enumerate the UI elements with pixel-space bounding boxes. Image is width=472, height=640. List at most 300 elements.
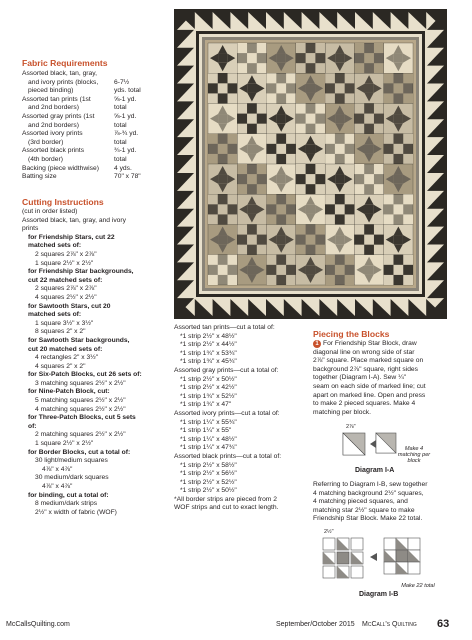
patch-square — [296, 63, 306, 73]
patch-square — [267, 73, 277, 83]
patch-square — [403, 194, 413, 204]
patch-square — [325, 214, 335, 224]
text-line: for Nine-Patch Block, cut: — [28, 388, 110, 396]
fabric-requirements-list — [22, 70, 162, 182]
patch-square — [364, 174, 374, 184]
text-line: for Six-Patch Blocks, cut 26 sets of: — [28, 371, 142, 379]
fabric-label: Assorted black prints — [22, 147, 85, 155]
patch-square — [315, 245, 325, 255]
fabric-label: Assorted black, tan, gray, — [22, 70, 97, 77]
patch-square — [257, 225, 267, 235]
patch-square — [335, 83, 345, 93]
patch-square — [228, 73, 238, 83]
text-line: 4 squares 2" x 2" — [35, 362, 86, 370]
patch-square — [237, 184, 247, 194]
patch-square — [267, 275, 277, 285]
text-line: 5 matching squares 2½" x 2½" — [35, 397, 126, 405]
text-line: (cut in order listed) — [22, 208, 78, 215]
patch-square — [393, 265, 403, 275]
patch-square — [267, 194, 277, 204]
patch-square — [364, 235, 374, 245]
patch-square — [325, 73, 335, 83]
fabric-row — [22, 156, 162, 165]
patch-square — [257, 43, 267, 53]
diagram-square — [351, 566, 363, 578]
patch-square — [403, 93, 413, 103]
fabric-label: (4th border) — [28, 155, 63, 163]
star-center — [394, 175, 403, 184]
text-line: 8 squares 2" x 2" — [35, 328, 86, 336]
patch-square — [325, 134, 335, 144]
patch-square — [208, 194, 218, 204]
text-line: 3 matching squares 2½" x 2½" — [35, 379, 126, 387]
diagram-square — [408, 562, 420, 574]
patch-square — [354, 225, 364, 235]
piecing-step-1 — [313, 340, 453, 417]
fabric-row — [22, 139, 162, 148]
text-line: matching star 2½" square to make — [313, 506, 415, 514]
text-line: *1 strip 1¼" x 47¾" — [180, 444, 237, 452]
patch-square — [237, 104, 247, 114]
text-line: for Border Blocks, cut a total of: — [28, 448, 131, 456]
text-line: for Sawtooth Star backgrounds, — [28, 336, 130, 344]
patch-square — [237, 124, 247, 134]
cutting-instructions-list — [22, 208, 167, 517]
text-line: *1 strip 2½" x 42½" — [180, 384, 237, 392]
text-line: 4⅞" x 4⅞" — [42, 483, 73, 490]
star-center — [306, 84, 315, 93]
quilt-photo — [174, 9, 447, 319]
patch-square — [218, 83, 228, 93]
star-center — [247, 84, 256, 93]
patch-square — [267, 214, 277, 224]
patch-square — [247, 53, 257, 63]
fabric-value: ¾-1 yd. — [114, 147, 137, 155]
text-line: 30 medium/dark squares — [35, 474, 109, 482]
step-number-badge: 1 — [313, 340, 321, 348]
border-strips-list — [174, 324, 309, 513]
fabric-value: ⅞-¾ yd. — [114, 130, 139, 138]
text-line: Friendship Star Block. Make 22 total. — [313, 515, 423, 523]
star-center — [306, 265, 315, 274]
star-center — [247, 205, 256, 214]
text-line: seam on each side of marked line; cut — [313, 382, 426, 390]
patch-square — [315, 124, 325, 134]
patch-square — [354, 245, 364, 255]
fabric-label: and 2nd borders) — [28, 121, 79, 129]
patch-square — [228, 134, 238, 144]
fabric-row — [22, 70, 162, 79]
fabric-value: 6-7½ — [114, 78, 130, 86]
footer-website: McCallsQuilting.com — [6, 621, 70, 628]
patch-square — [374, 164, 384, 174]
fabric-label: Assorted gray prints (1st — [22, 112, 95, 120]
patch-square — [286, 214, 296, 224]
patch-square — [374, 63, 384, 73]
patch-square — [276, 83, 286, 93]
text-line: *1 strip 1¼" x 55" — [180, 427, 232, 435]
text-line: 1 square 2½" x 2½" — [35, 440, 94, 448]
patch-square — [218, 204, 228, 214]
text-line: 1 square 3½" x 3½" — [35, 319, 94, 327]
piecing-step-1-continued — [313, 481, 458, 524]
text-line: *1 strip 1¼" x 48½" — [180, 435, 237, 443]
text-line: Assorted gray prints—cut a total of: — [174, 366, 279, 374]
patch-square — [403, 154, 413, 164]
patch-square — [257, 245, 267, 255]
patch-square — [374, 184, 384, 194]
footer-issue: September/October 2015 — [276, 621, 355, 628]
patch-square — [208, 275, 218, 285]
patch-square — [267, 255, 277, 265]
text-line: *1 strip 2½" x 44½" — [180, 341, 237, 349]
patch-square — [345, 214, 355, 224]
patch-square — [306, 174, 316, 184]
patch-square — [393, 83, 403, 93]
fabric-value: total — [114, 121, 127, 129]
text-line: diagonal line on wrong side of star — [313, 348, 415, 356]
star-center — [335, 175, 344, 184]
patch-square — [208, 214, 218, 224]
star-center — [394, 114, 403, 123]
text-line: 2⅞" square. Place marked square on — [313, 357, 424, 365]
patch-square — [208, 73, 218, 83]
star-center — [364, 205, 373, 214]
patch-square — [276, 144, 286, 154]
star-center — [335, 235, 344, 244]
patch-square — [374, 43, 384, 53]
patch-square — [237, 164, 247, 174]
star-center — [218, 114, 227, 123]
patch-square — [286, 154, 296, 164]
text-line: matched sets of: — [28, 242, 82, 250]
fabric-value: 70" x 78" — [114, 173, 141, 181]
patch-square — [257, 104, 267, 114]
fabric-label: Assorted tan prints (1st — [22, 95, 91, 103]
text-line: Assorted black prints—cut a total of: — [174, 452, 282, 460]
fabric-value: ⅝-1 yd. — [114, 112, 137, 120]
text-line: to make 2 pieced squares. Make 4 — [313, 400, 416, 408]
patch-square — [384, 214, 394, 224]
patch-square — [384, 93, 394, 103]
patch-square — [403, 275, 413, 285]
text-line: together (Diagram I-A). Sew ¼" — [313, 374, 407, 382]
patch-square — [364, 53, 374, 63]
patch-square — [228, 255, 238, 265]
fabric-value: total — [114, 104, 127, 112]
patch-square — [267, 154, 277, 164]
patch-square — [345, 255, 355, 265]
patch-square — [374, 104, 384, 114]
text-line: for binding, cut a total of: — [28, 491, 109, 499]
star-center — [364, 265, 373, 274]
diagram-square — [337, 552, 349, 564]
patch-square — [286, 73, 296, 83]
star-center — [306, 144, 315, 153]
cutting-instructions-heading: Cutting Instructions — [22, 197, 104, 207]
patch-square — [315, 164, 325, 174]
patch-square — [364, 114, 374, 124]
star-center — [364, 144, 373, 153]
fabric-row — [22, 113, 162, 122]
text-line: 2 matching squares 2½" x 2½" — [35, 431, 126, 439]
patch-square — [296, 164, 306, 174]
patch-square — [374, 225, 384, 235]
patch-square — [384, 194, 394, 204]
patch-square — [354, 124, 364, 134]
piecing-heading: Piecing the Blocks — [313, 329, 390, 339]
patch-square — [208, 255, 218, 265]
fabric-row — [22, 104, 162, 113]
text-line: *1 strip 1¾" x 45¾" — [180, 358, 237, 366]
star-center — [394, 54, 403, 63]
patch-square — [335, 144, 345, 154]
patch-square — [345, 93, 355, 103]
patch-square — [306, 114, 316, 124]
patch-square — [345, 73, 355, 83]
text-line: 2 squares 2⅞" x 2⅞" — [35, 250, 97, 258]
text-line: for Sawtooth Stars, cut 20 — [28, 302, 111, 310]
patch-square — [393, 144, 403, 154]
patch-square — [237, 43, 247, 53]
text-line: 1 square 2½" x 2½" — [35, 259, 94, 267]
fabric-value — [114, 70, 162, 79]
patch-square — [296, 104, 306, 114]
diagram-b-note: Make 22 total — [401, 583, 435, 589]
patch-square — [218, 144, 228, 154]
star-center — [394, 235, 403, 244]
patch-square — [403, 134, 413, 144]
diagram-square — [384, 562, 396, 574]
patch-square — [384, 275, 394, 285]
patch-square — [345, 275, 355, 285]
diagram-square — [384, 538, 396, 550]
text-line: cut 20 matched sets of: — [28, 345, 103, 353]
fabric-label: Assorted ivory prints — [22, 130, 83, 138]
patch-square — [276, 204, 286, 214]
text-line: 4 rectangles 2" x 3½" — [35, 354, 99, 362]
patch-square — [286, 93, 296, 103]
text-line: *1 strip 2½" x 48½" — [180, 332, 237, 340]
text-line: 4 matching squares 2½" x 2½" — [35, 405, 126, 413]
patch-square — [208, 134, 218, 144]
diagram-square — [323, 566, 335, 578]
patch-square — [286, 275, 296, 285]
patch-square — [228, 154, 238, 164]
fabric-row — [22, 130, 162, 139]
patch-square — [315, 43, 325, 53]
patch-square — [247, 174, 257, 184]
text-span: For Friendship Star Block, draw — [323, 340, 417, 347]
patch-square — [384, 154, 394, 164]
patch-square — [354, 43, 364, 53]
patch-square — [247, 235, 257, 245]
star-center — [335, 54, 344, 63]
star-center — [277, 175, 286, 184]
patch-square — [286, 194, 296, 204]
patch-square — [315, 225, 325, 235]
patch-square — [257, 184, 267, 194]
patch-square — [384, 255, 394, 265]
patch-square — [374, 124, 384, 134]
patch-square — [325, 93, 335, 103]
fabric-row — [22, 147, 162, 156]
text-line: Referring to Diagram I-B, sew together — [313, 481, 428, 488]
patch-square — [325, 255, 335, 265]
patch-square — [257, 164, 267, 174]
diagram-square — [396, 550, 408, 562]
patch-square — [237, 225, 247, 235]
text-line: 4 matching pieced squares, and — [313, 498, 408, 506]
patch-square — [325, 275, 335, 285]
patch-square — [237, 63, 247, 73]
patch-square — [296, 245, 306, 255]
text-line: of: — [28, 422, 37, 430]
text-line: for Three-Patch Blocks, cut 5 sets — [28, 414, 136, 422]
fabric-label: Batting size — [22, 173, 57, 181]
text-line: apart on marked line. Open and press — [313, 391, 426, 399]
text-line: Assorted ivory prints—cut a total of: — [174, 409, 280, 417]
patch-square — [228, 93, 238, 103]
diagram-a-caption: Diagram I-A — [355, 467, 395, 474]
patch-square — [315, 104, 325, 114]
diagram-arrow — [370, 553, 377, 561]
patch-square — [345, 134, 355, 144]
patch-square — [393, 204, 403, 214]
text-line: *All border strips are pieced from 2 — [174, 495, 277, 503]
fabric-label: and ivory prints (blocks, — [28, 78, 99, 86]
patch-square — [247, 114, 257, 124]
patch-square — [228, 214, 238, 224]
patch-square — [384, 134, 394, 144]
text-line: matched sets of: — [28, 311, 82, 319]
page-number: 63 — [437, 618, 450, 630]
text-line: 2 squares 2⅞" x 2⅞" — [35, 285, 97, 293]
text-line: matching per block. — [313, 408, 371, 416]
star-center — [277, 114, 286, 123]
star-center — [218, 54, 227, 63]
patch-square — [403, 214, 413, 224]
text-line: 8 medium/dark strips — [35, 500, 98, 508]
text-line: *1 strip 1¼" x 55¾" — [180, 418, 237, 426]
patch-square — [208, 154, 218, 164]
text-line: 4⅞" x 4⅞" — [42, 465, 73, 473]
patch-square — [384, 73, 394, 83]
diagram-square — [408, 538, 420, 550]
star-center — [247, 144, 256, 153]
star-center — [277, 235, 286, 244]
text-line: 4 squares 2½" x 2½" — [35, 293, 97, 301]
text-line: *1 strip 2½" x 56½" — [180, 470, 237, 478]
diagram-square — [323, 538, 335, 550]
fabric-row — [22, 122, 162, 131]
star-center — [306, 205, 315, 214]
text-line: prints — [22, 225, 39, 233]
patch-square — [335, 204, 345, 214]
patch-square — [257, 124, 267, 134]
diagram-square — [351, 538, 363, 550]
fabric-row — [22, 87, 162, 96]
fabric-value: ⅝-1 yd. — [114, 95, 137, 103]
patch-square — [306, 53, 316, 63]
patch-square — [296, 225, 306, 235]
text-line: *1 strip 2½" x 50½" — [180, 487, 237, 495]
star-center — [335, 114, 344, 123]
patch-square — [286, 134, 296, 144]
star-center — [277, 54, 286, 63]
diagram-a-note: Make 4 matching per block — [397, 446, 431, 464]
patch-square — [315, 63, 325, 73]
star-center — [218, 235, 227, 244]
patch-square — [374, 245, 384, 255]
patch-square — [218, 265, 228, 275]
patch-square — [403, 73, 413, 83]
text-line: *1 strip 1¾" x 53¾" — [180, 349, 237, 357]
fabric-value: total — [114, 138, 127, 146]
text-line: *1 strip 1¾" x 52½" — [180, 392, 237, 400]
fabric-label: (3rd border) — [28, 138, 64, 146]
patch-square — [237, 245, 247, 255]
text-line: *1 strip 2½" x 58½" — [180, 461, 237, 469]
diagram-b-caption: Diagram I-B — [359, 591, 399, 598]
patch-square — [296, 43, 306, 53]
patch-square — [228, 275, 238, 285]
text-line: *1 strip 2½" x 50½" — [180, 375, 237, 383]
text-line: 4 matching background 2½" squares, — [313, 489, 424, 497]
text-line: background 2⅞" square, right sides — [313, 365, 418, 373]
patch-square — [296, 124, 306, 134]
star-center — [247, 265, 256, 274]
fabric-label: pieced binding) — [28, 87, 74, 95]
patch-square — [315, 184, 325, 194]
text-line: 2½" x width of fabric (WOF) — [35, 508, 117, 516]
patch-square — [345, 194, 355, 204]
text-line: cut 22 matched sets of: — [28, 276, 103, 284]
fabric-label: and 2nd borders) — [28, 104, 79, 112]
fabric-row — [22, 173, 162, 182]
diagram-a-dimension: 2⅞" — [346, 424, 356, 430]
patch-square — [325, 194, 335, 204]
fabric-row — [22, 79, 162, 88]
fabric-value: 4 yds. — [114, 164, 132, 172]
text-line — [313, 340, 453, 349]
text-line: Assorted black, tan, gray, and ivory — [22, 216, 126, 224]
fabric-row — [22, 165, 162, 174]
diagram-b-dimension: 2½" — [324, 529, 334, 535]
patch-square — [208, 93, 218, 103]
patch-square — [267, 93, 277, 103]
text-line: WOF strips and cut to exact length. — [174, 504, 279, 512]
fabric-value: yds. total — [114, 87, 141, 95]
star-center — [218, 175, 227, 184]
patch-square — [354, 63, 364, 73]
patch-square — [354, 184, 364, 194]
patch-square — [325, 154, 335, 164]
text-line: for Friendship Stars, cut 22 — [28, 233, 115, 241]
patch-square — [403, 255, 413, 265]
footer-magazine: McCall's Quilting — [362, 621, 417, 628]
patch-square — [354, 104, 364, 114]
patch-square — [335, 265, 345, 275]
fabric-value: total — [114, 155, 127, 163]
text-line: Assorted tan prints—cut a total of: — [174, 324, 275, 331]
patch-square — [276, 265, 286, 275]
patch-square — [306, 235, 316, 245]
text-line: 30 light/medium squares — [35, 457, 108, 465]
patch-square — [267, 134, 277, 144]
fabric-requirements-heading: Fabric Requirements — [22, 58, 108, 68]
patch-square — [286, 255, 296, 265]
